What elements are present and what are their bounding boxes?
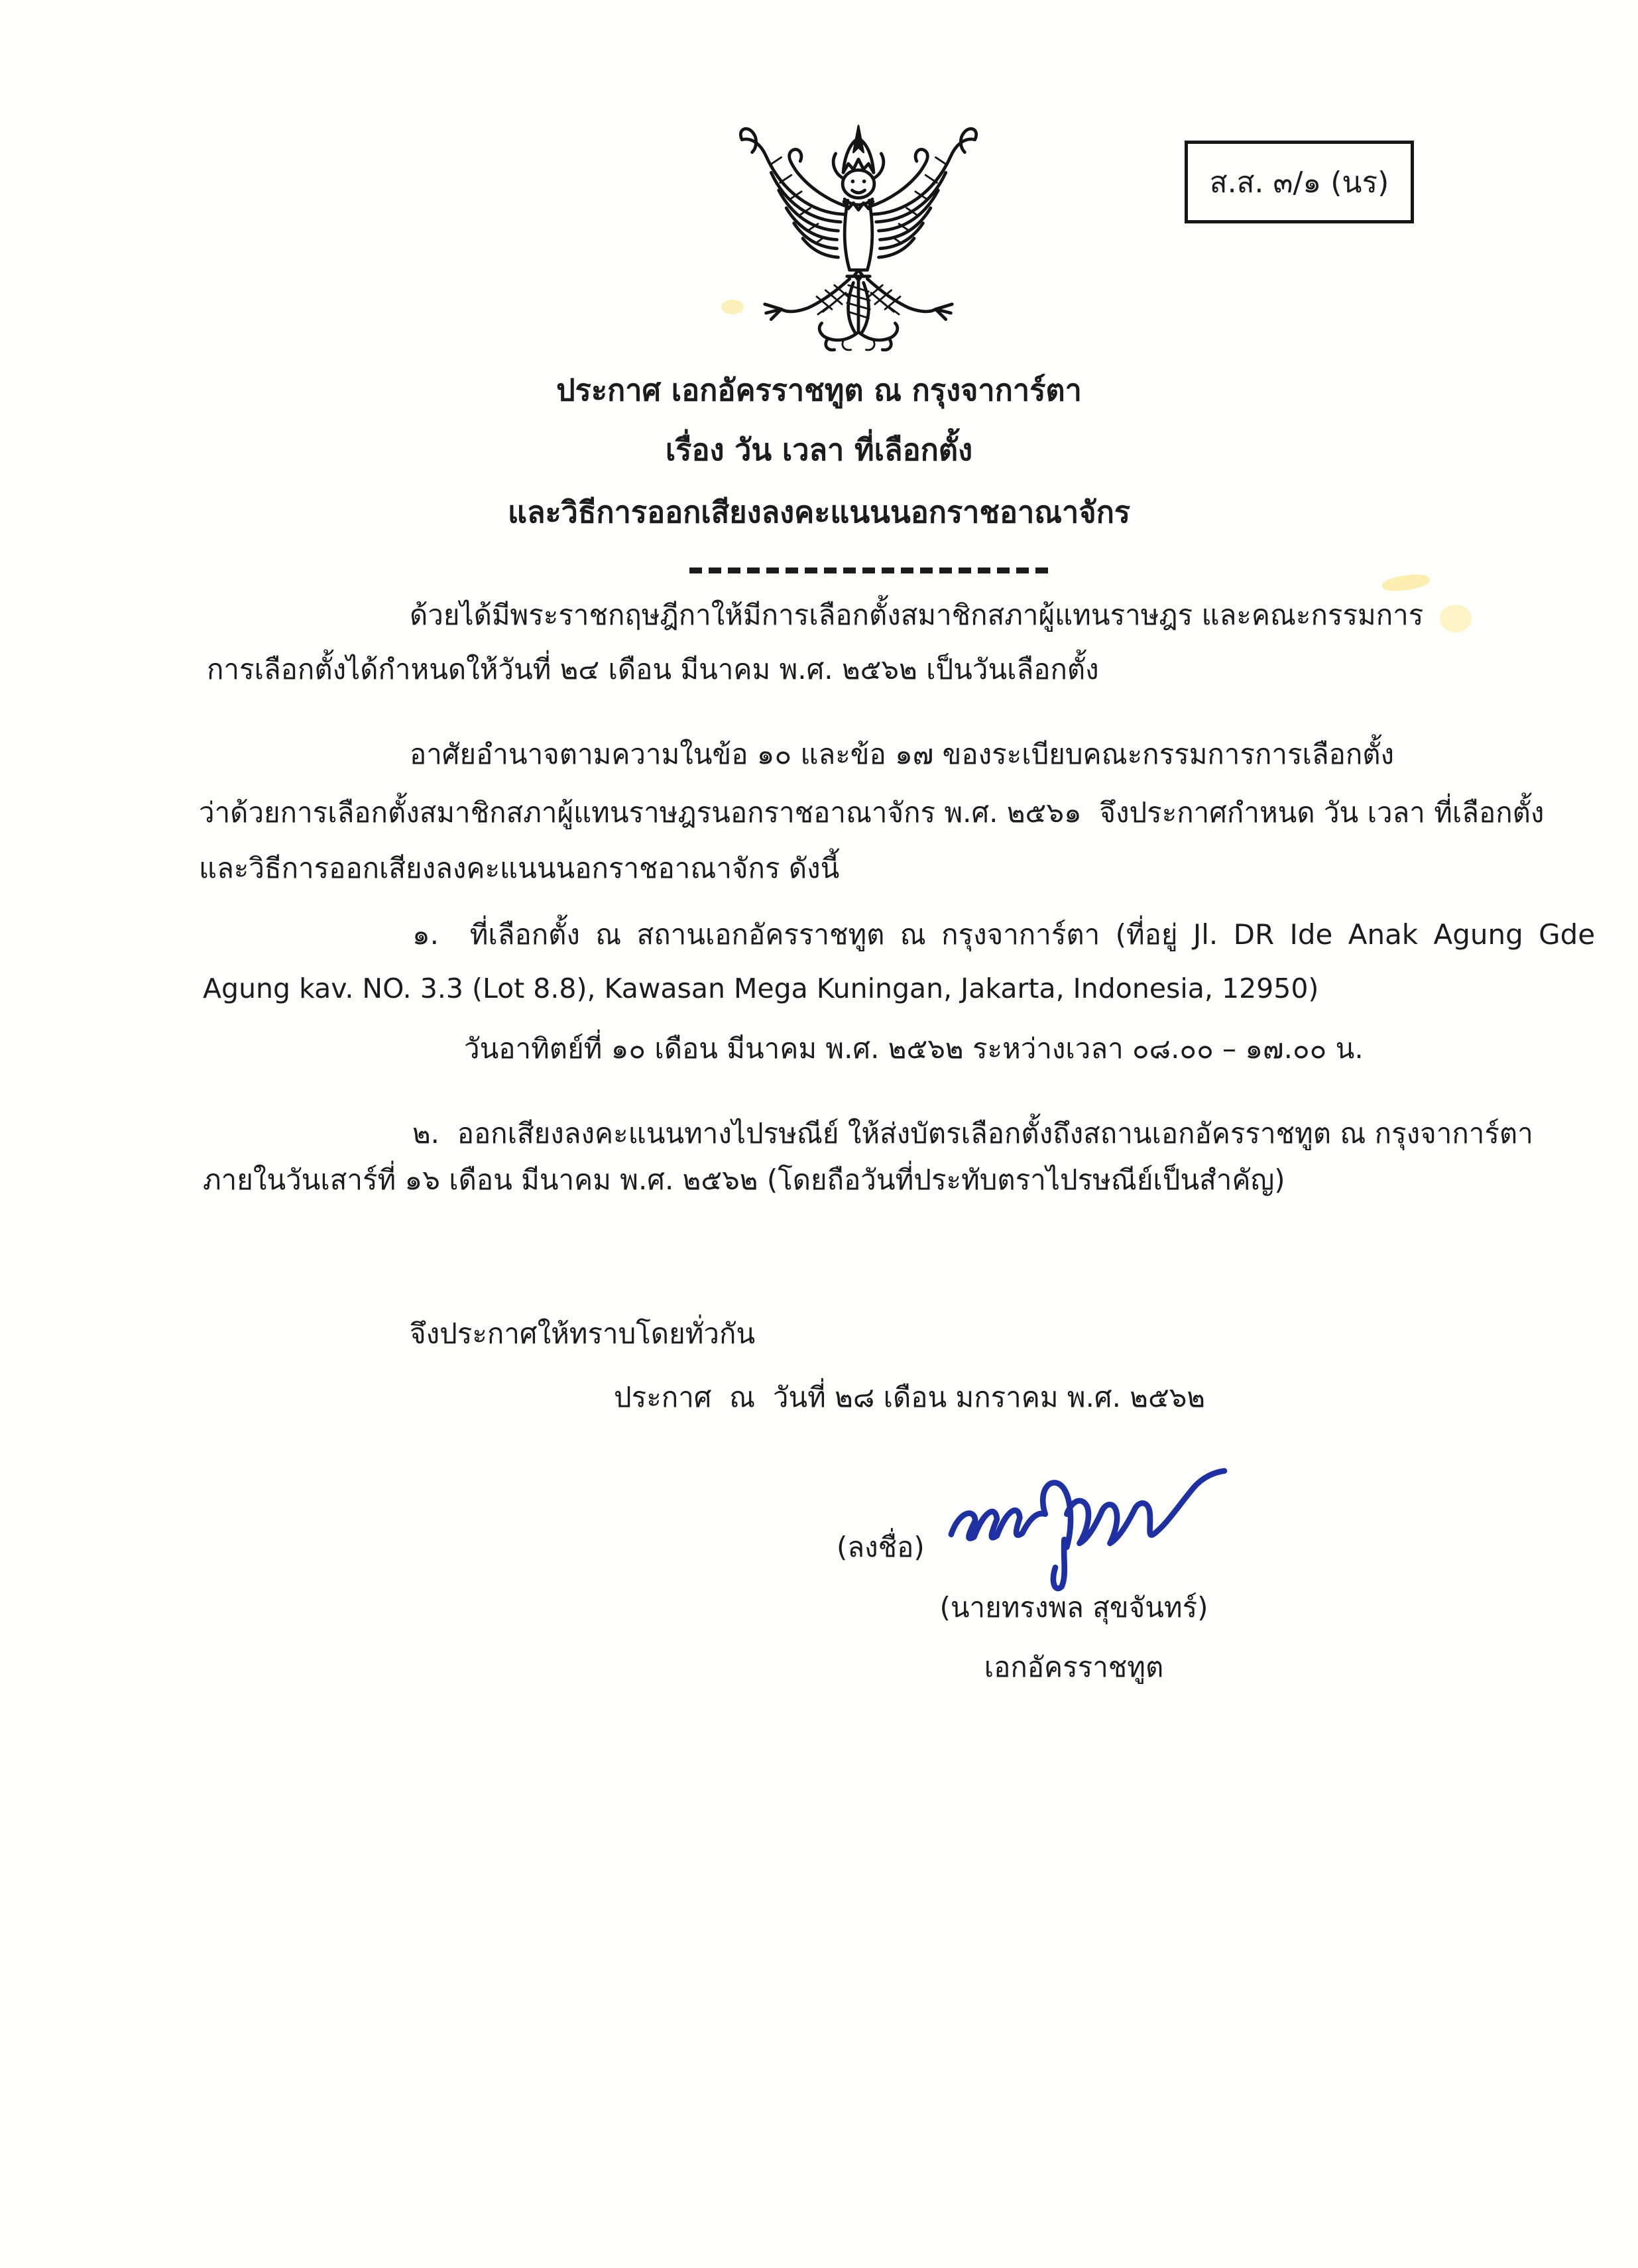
form-code-box bbox=[1185, 141, 1414, 223]
closing-line: จึงประกาศให้ทราบโดยทั่วกัน bbox=[410, 1317, 756, 1350]
signer-title: เอกอัครราชทูต bbox=[984, 1651, 1164, 1683]
subject-line-continued: และวิธีการออกเสียงลงคะแนนนอกราชอาณาจักร bbox=[507, 495, 1131, 530]
item1-polling-place-line-1: ๑. ที่เลือกตั้ง ณ สถานเอกอัครราชทูต ณ กรุงจาการ์ตา (ที่อยู่ Jl. DR Ide Anak Agung Gde bbox=[412, 918, 1596, 951]
promulgation-date-line: ประกาศ ณ วันที่ ๒๘ เดือน มกราคม พ.ศ. ๒๕๖๒ bbox=[614, 1381, 1206, 1413]
signature-label: (ลงชื่อ) bbox=[837, 1531, 925, 1563]
authority-paragraph-line-2: ว่าด้วยการเลือกตั้งสมาชิกสภาผู้แทนราษฎรนอกราชอาณาจักร พ.ศ. ๒๕๖๑ จึงประกาศกำหนด วัน เวลา ที่เลือกตั้ง bbox=[199, 796, 1545, 829]
garuda-emblem-icon bbox=[719, 113, 998, 351]
item2-postal-voting-line-1: ๒. ออกเสียงลงคะแนนทางไปรษณีย์ ให้ส่งบัตรเลือกตั้งถึงสถานเอกอัครราชทูต ณ กรุงจาการ์ตา bbox=[412, 1117, 1533, 1150]
announcement-title: ประกาศ เอกอัครราชทูต ณ กรุงจาการ์ตา bbox=[556, 373, 1082, 408]
decree-paragraph-line-2: การเลือกตั้งได้กำหนดให้วันที่ ๒๔ เดือน มีนาคม พ.ศ. ๒๕๖๒ เป็นวันเลือกตั้ง bbox=[207, 653, 1099, 686]
authority-paragraph-line-3: และวิธีการออกเสียงลงคะแนนนอกราชอาณาจักร ดังนี้ bbox=[199, 852, 840, 884]
handwritten-signature bbox=[931, 1451, 1242, 1603]
scan-artifact bbox=[1381, 572, 1431, 593]
authority-paragraph-line-1: อาศัยอำนาจตามความในข้อ ๑๐ และข้อ ๑๗ ของระเบียบคณะกรรมการการเลือกตั้ง bbox=[410, 738, 1395, 770]
scan-artifact bbox=[1440, 605, 1472, 632]
dashed-separator bbox=[689, 567, 1049, 573]
item1-polling-place-line-2: Agung kav. NO. 3.3 (Lot 8.8), Kawasan Mega Kuningan, Jakarta, Indonesia, 12950) bbox=[203, 973, 1319, 1004]
item1-polling-date-line: วันอาทิตย์ที่ ๑๐ เดือน มีนาคม พ.ศ. ๒๕๖๒ ระหว่างเวลา ๐๘.๐๐ – ๑๗.๐๐ น. bbox=[464, 1032, 1364, 1065]
signer-name: (นายทรงพล สุขจันทร์) bbox=[939, 1591, 1208, 1624]
decree-paragraph-line-1: ด้วยได้มีพระราชกฤษฎีกาให้มีการเลือกตั้งสมาชิกสภาผู้แทนราษฎร และคณะกรรมการ bbox=[410, 599, 1424, 631]
form-code-text: ส.ส. ๓/๑ (นร) bbox=[1209, 165, 1389, 200]
item2-postal-voting-line-2: ภายในวันเสาร์ที่ ๑๖ เดือน มีนาคม พ.ศ. ๒๕๖๒ (โดยถือวันที่ประทับตราไปรษณีย์เป็นสำคัญ) bbox=[203, 1164, 1285, 1196]
subject-line: เรื่อง วัน เวลา ที่เลือกตั้ง bbox=[665, 432, 973, 467]
